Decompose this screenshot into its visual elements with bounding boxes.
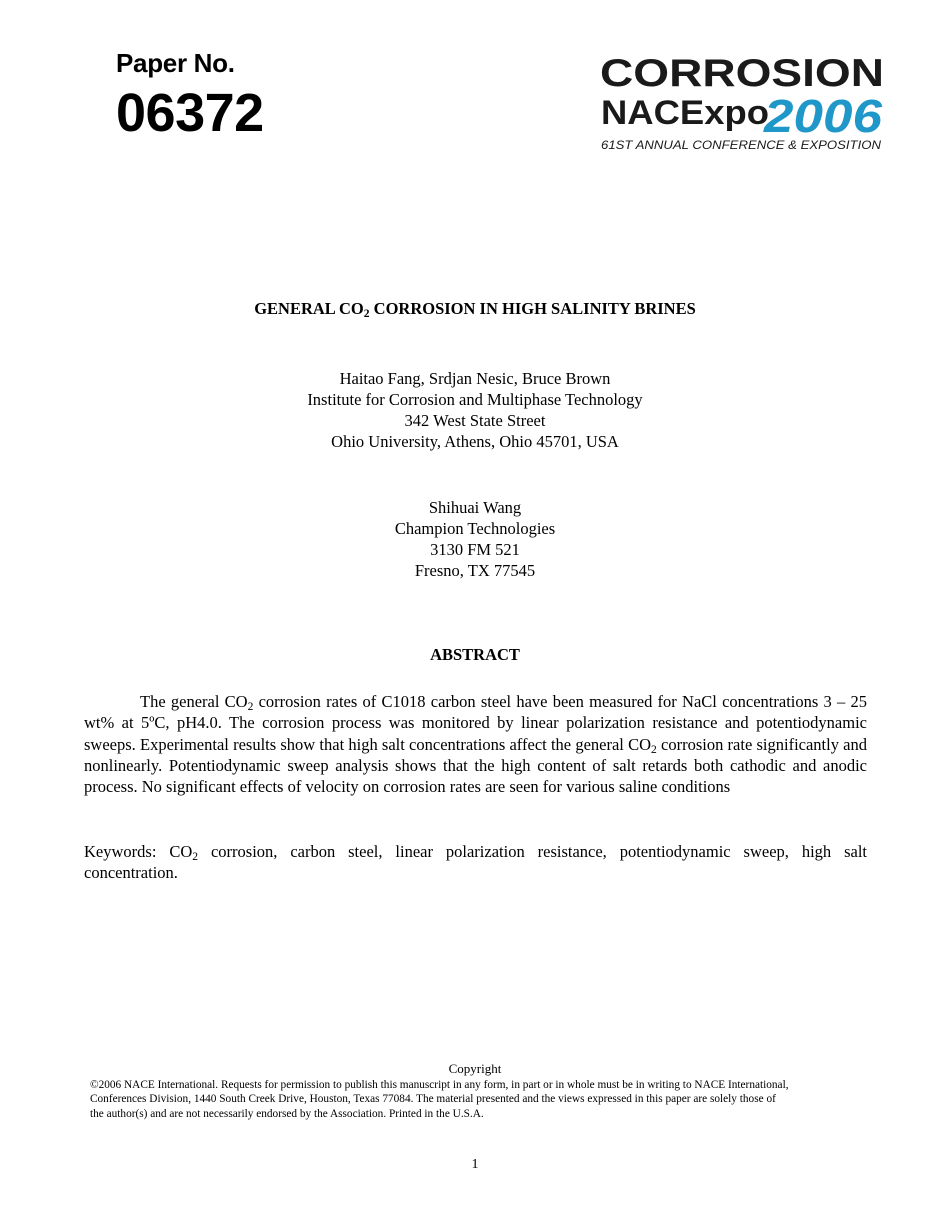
keywords-paragraph: Keywords: $CO_2$ corrosion, carbon steel, linear polarization resistance, potentiodynamic sweep, high salt concentration. — [84, 842, 867, 883]
copyright-heading: Copyright — [448, 1061, 502, 1076]
author-name-secondary: Shihuai Wang — [428, 498, 522, 517]
logo-year-text: 2006 — [762, 90, 883, 142]
page-number: 1 — [471, 1157, 479, 1172]
abstract-paragraph: The general $CO_2$ corrosion rates of C1018 carbon steel have been measured for NaCl concentrations 3 – 25 wt% at 5ºC, pH4.0. The corrosion process was monitored by linear polarization resistance and potentiodynamic sweeps. Experimental results show that high salt concentrations affect the general $CO_2$ corrosion rate significantly and nonlinearly. Potentiodynamic sweep analysis shows that the high content of salt retards both cathodic and anodic process. No significant effects of velocity on corrosion rates are seen for various saline conditions — [84, 692, 868, 797]
author-names: Haitao Fang, Srdjan Nesic, Bruce Brown — [339, 369, 611, 388]
corrosion-nacexpo-logo — [598, 52, 888, 156]
author-city: Ohio University, Athens, Ohio 45701, USA — [331, 432, 619, 451]
author-affiliation-secondary — [0, 497, 950, 581]
logo-nacexpo-text: NACExpo — [601, 94, 769, 132]
author-institute: Institute for Corrosion and Multiphase Technology — [307, 390, 643, 409]
author-affiliation-primary — [0, 368, 950, 452]
paper-number: 06372 — [116, 83, 264, 143]
author-street-secondary: 3130 FM 521 — [430, 540, 520, 559]
abstract-heading: ABSTRACT — [430, 645, 520, 664]
author-company: Champion Technologies — [394, 519, 556, 538]
author-street: 342 West State Street — [404, 411, 546, 430]
logo-corrosion-text: CORROSION — [600, 52, 884, 95]
author-city-secondary: Fresno, TX 77545 — [414, 561, 536, 580]
logo-subtitle-text: 61ST ANNUAL CONFERENCE & EXPOSITION — [601, 138, 882, 152]
paper-number-label: Paper No. — [116, 48, 235, 78]
copyright-notice: ©2006 NACE International. Requests for permission to publish this manuscript in any form, in part or in whole must be in writing to NACE International, Conferences Division, 1440 South Creek Drive, Houston, Texas 77084. The material presented and the views expressed in this paper are solely those of the author(s) and are not necessarily endorsed by the Association. Printed in the U.S.A. — [90, 1079, 789, 1120]
paper-title: GENERAL $CO_2$ CORROSION IN HIGH SALINITY BRINES — [254, 299, 696, 321]
